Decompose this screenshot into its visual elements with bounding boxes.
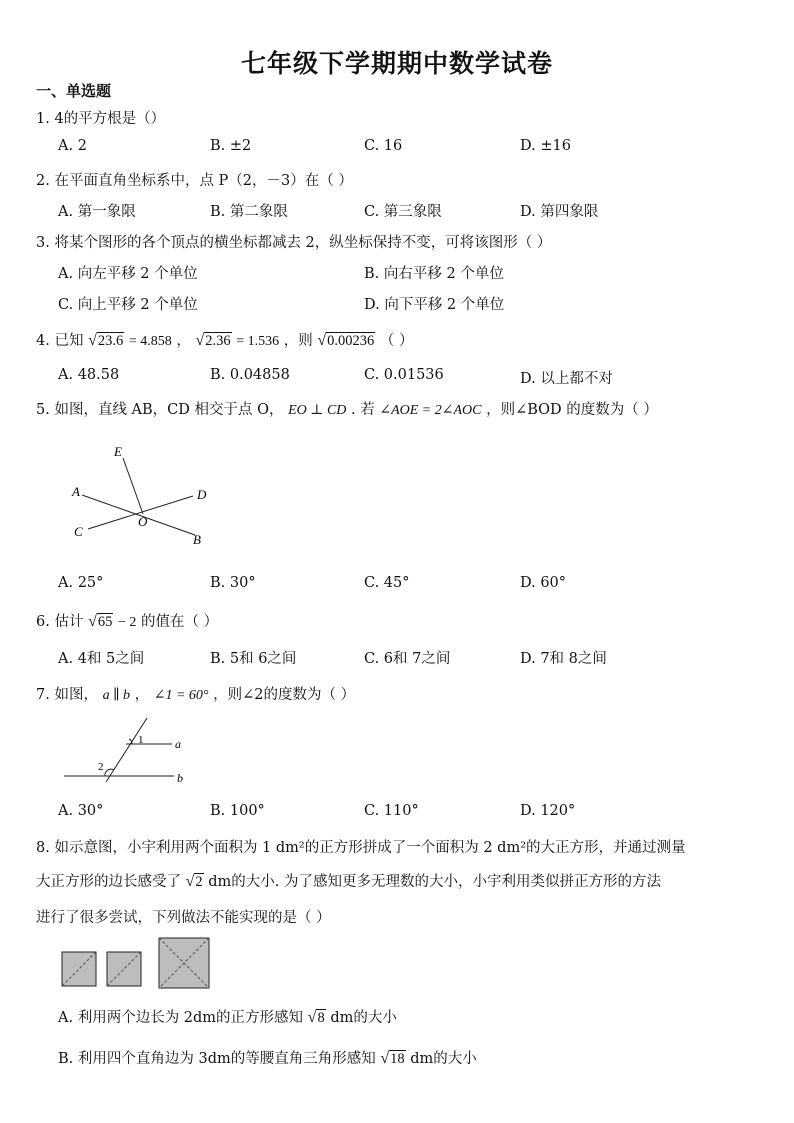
label-o: O: [138, 514, 148, 529]
q1-option-a: A. 2: [58, 138, 87, 154]
section-heading: 一、单选题: [36, 82, 112, 100]
question-8-line-3: 进行了很多尝试，下列做法不能实现的是（ ）: [36, 910, 331, 926]
q6-prefix: 6. 估计: [36, 614, 84, 630]
question-1-stem: 1. 4的平方根是（）: [36, 111, 166, 127]
q8-option-a-radicand: 8: [317, 1010, 325, 1026]
q4-suffix: （ ）: [379, 333, 414, 349]
q8-option-a-radical: √8: [307, 1009, 325, 1026]
q4-option-d: D. 以上都不对: [520, 371, 613, 387]
q8-option-b-radicand: 18: [390, 1051, 405, 1067]
label-a: A: [72, 484, 80, 499]
q2-option-c: C. 第三象限: [364, 204, 442, 220]
q8-line2-prefix: 大正方形的边长感受了: [36, 874, 181, 890]
label-e: E: [114, 444, 122, 459]
ray-oe: [123, 458, 143, 514]
q7-option-d: D. 120°: [520, 803, 576, 819]
angle-2-arc: [105, 769, 114, 776]
q8-option-b-prefix: B. 利用四个直角边为 3dm的等腰直角三角形感知: [58, 1051, 376, 1067]
q8-option-a-suffix: dm的大小: [330, 1010, 397, 1026]
q4-option-a: A. 48.58: [58, 367, 120, 383]
question-3-stem: 3. 将某个图形的各个顶点的横坐标都减去 2，纵坐标保持不变，可将该图形（ ）: [36, 235, 552, 251]
q5-option-a: A. 25°: [58, 575, 104, 591]
q7-prefix: 7. 如图，: [36, 687, 98, 703]
q4-separator: ，: [176, 333, 191, 349]
label-b: B: [193, 532, 201, 547]
q4-radical-2: √2.36: [195, 332, 231, 349]
q7-option-a: A. 30°: [58, 803, 104, 819]
q1-option-c: C. 16: [364, 138, 403, 154]
question-2-stem: 2. 在平面直角坐标系中，点 P（2，－3）在（ ）: [36, 173, 353, 189]
q8-figure-squares: [60, 936, 220, 992]
label-angle-2: 2: [98, 761, 104, 773]
q5-suffix: ，则∠BOD 的度数为（ ）: [486, 402, 658, 418]
q3-option-d: D. 向下平移 2 个单位: [364, 297, 505, 313]
label-a: a: [175, 737, 181, 751]
q4-radicand-3: 0.00236: [327, 333, 375, 349]
q2-option-a: A. 第一象限: [58, 204, 136, 220]
question-7-stem: [36, 683, 355, 704]
label-b: b: [177, 771, 183, 785]
label-angle-1: 1: [138, 734, 144, 746]
q8-option-b-suffix: dm的大小: [410, 1051, 477, 1067]
q6-suffix: 的值在（ ）: [140, 614, 219, 630]
q1-option-b: B. ±2: [210, 138, 252, 154]
q4-radical-1: √23.6: [88, 332, 124, 349]
q7-separator: ，: [134, 687, 150, 703]
q7-condition-2: ∠1 = 60°: [153, 688, 209, 703]
q4-prefix: 4. 已知: [36, 333, 84, 349]
question-8-line-2: [36, 870, 661, 891]
q7-option-b: B. 100°: [210, 803, 265, 819]
q4-option-c: C. 0.01536: [364, 367, 444, 383]
q8-option-a-prefix: A. 利用两个边长为 2dm的正方形感知: [58, 1010, 304, 1026]
q6-option-b: B. 5和 6之间: [210, 651, 297, 667]
q5-condition-2: ∠AOE = 2∠AOC: [379, 403, 482, 418]
q7-condition-1: a ∥ b: [102, 688, 131, 703]
q4-value-2: = 1.536: [236, 334, 280, 349]
q5-figure-intersecting-lines: [60, 440, 220, 550]
q6-minus: − 2: [117, 615, 137, 630]
q3-option-b: B. 向右平移 2 个单位: [364, 266, 504, 282]
question-8-line-1: 8. 如示意图，小宇利用两个面积为 1 dm²的正方形拼成了一个面积为 2 dm²的大正方形，并通过测量: [36, 840, 686, 856]
q5-mid: . 若: [351, 402, 375, 418]
q5-prefix: 5. 如图，直线 AB，CD 相交于点 O，: [36, 402, 284, 418]
q5-option-c: C. 45°: [364, 575, 410, 591]
q4-radical-3: √0.00236: [317, 332, 375, 349]
q6-option-a: A. 4和 5之间: [58, 651, 145, 667]
q6-radicand: 65: [97, 614, 113, 630]
q6-option-d: D. 7和 8之间: [520, 651, 607, 667]
label-d: D: [197, 487, 207, 502]
q7-option-c: C. 110°: [364, 803, 419, 819]
q4-radicand-2: 2.36: [205, 333, 231, 349]
q6-option-c: C. 6和 7之间: [364, 651, 451, 667]
question-6-stem: [36, 610, 218, 631]
q5-option-b: B. 30°: [210, 575, 256, 591]
transversal: [106, 718, 147, 782]
q7-suffix: ，则∠2的度数为（ ）: [213, 687, 356, 703]
q5-condition-1: EO ⊥ CD: [288, 403, 347, 418]
q4-radicand-1: 23.6: [97, 333, 124, 349]
q8-option-b: [58, 1047, 477, 1068]
q1-option-d: D. ±16: [520, 138, 571, 154]
q2-option-b: B. 第二象限: [210, 204, 288, 220]
q4-value-1: = 4.858: [128, 334, 172, 349]
q6-radical: √65: [88, 613, 113, 630]
q8-option-a: [58, 1006, 397, 1027]
question-5-stem: [36, 398, 658, 419]
question-4-stem: [36, 329, 413, 350]
q4-option-b: B. 0.04858: [210, 367, 290, 383]
q2-option-d: D. 第四象限: [520, 204, 599, 220]
q8-line2-suffix: dm的大小. 为了感知更多无理数的大小，小宇利用类似拼正方形的方法: [208, 874, 661, 890]
label-c: C: [74, 524, 83, 539]
q3-option-a: A. 向左平移 2 个单位: [58, 266, 198, 282]
q8-radicand: 2: [195, 874, 203, 890]
q7-figure-parallel-lines: [60, 712, 200, 788]
q3-option-c: C. 向上平移 2 个单位: [58, 297, 198, 313]
q8-option-b-radical: √18: [380, 1050, 405, 1067]
page-title: 七年级下学期期中数学试卷: [240, 49, 553, 78]
q5-option-d: D. 60°: [520, 575, 567, 591]
q4-mid: ，则: [283, 333, 313, 349]
q8-radical: √2: [185, 873, 203, 890]
